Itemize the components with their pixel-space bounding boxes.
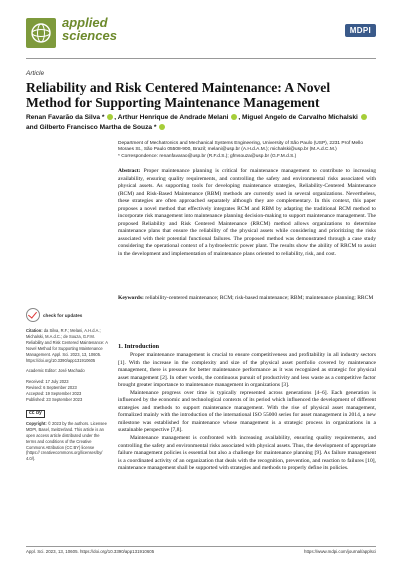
copyright-label: Copyright: (26, 420, 47, 426)
paper-title: Reliability and Risk Centered Maintenance: A Novel Method for Supporting Maintenance Management (26, 80, 331, 110)
check-for-updates-button[interactable] (26, 308, 108, 322)
dates (26, 379, 108, 403)
journal-name-line1: applied (62, 15, 108, 30)
footer-citation: Appl. Sci. 2023, 13, 10605. https://doi.org/10.3390/app131910605 (26, 549, 155, 554)
paragraph: Maintenance management is confronted with increasing availability, ensuring quality requirements, and controlling the safety and environmental risks associated with physical assets. Thus, the development of appropriate failure management policies is essential but also a challenge for maintenance planning [9]. As failure management is a coordinated activity of an organization that deals with the recognition, prevention, and reaction to failures [10], maintenance management shall be supported with strategies and methods to properly define its policies. (118, 435, 376, 472)
orcid-icon[interactable] (361, 114, 367, 120)
affiliation: Department of Mechatronics and Mechanical Systems Engineering, University of São Paulo (USP), 2231 Prof Mello Moraes St., São Paulo 05508-900, Brazil; melani@usp.br (A.H.d.A.M.); michalski@usp.br (M.A.d.C.M.) (118, 141, 364, 153)
introduction-body (118, 352, 376, 473)
author-name[interactable]: Miguel Angelo de Carvalho Michalski (241, 114, 358, 121)
author-name[interactable]: Renan Favarão da Silva * (26, 114, 105, 121)
keywords-label: Keywords: (118, 295, 144, 301)
header-divider (26, 58, 376, 59)
keywords (118, 295, 376, 303)
author-list: Renan Favarão da Silva * , Arthur Henrique de Andrade Melani , Miguel Angelo de Carvalho Michalski and Gilberto Francisco Martha de Souza * (26, 113, 376, 133)
citation-label: Citation: (26, 328, 43, 333)
affiliation-block (118, 141, 376, 160)
check-updates-label: check for updates (43, 312, 83, 318)
citation-text: da Silva, R.F.; Melani, A.H.d.A.; Michalski, M.A.d.C.; de Souza, G.F.M. Reliability and Risk Centered Maintenance: A Novel Method for Supporting Maintenance Management. Appl. Sci. 2023, 13, 10605. https://doi.org/10.3390/app131910605 (26, 328, 108, 363)
date-accepted: Accepted: 19 September 2023 (26, 391, 82, 397)
cc-license-icon[interactable]: cc by (26, 410, 45, 418)
correspondence: * Correspondence: renanfavarao@usp.br (R.F.d.S.); gfmsouza@usp.br (G.F.M.d.S.) (118, 153, 297, 159)
abstract-text: Proper maintenance planning is critical for maintenance management to contribute to increasing availability, ensuring quality requirements, and controlling the safety and environmental risks associated with physical assets. As supporting tools for developing maintenance strategies, Reliability-Centered Maintenance (RCM) and Risk-Based Maintenance (RBM) methods are currently used in several organizations. Nevertheless, these strategies are often approached separately although they are complementary. In this context, this paper proposes a novel method that effectively integrates RCM and RBM by adapting the traditional RCM method to incorporate risk management into maintenance planning decision-making to support maintenance management. The proposed Reliability and Risk Centered Maintenance (RRCM) method allows organizations to determine maintenance plans that ensure the reliability of the physical assets while considering and prioritizing the risks associated with their potential functional failures. The proposed method was demonstrated through a case study considering the operational context of a hydroelectric power plant. The results show the ability of RRCM to assist in the development and implementation of maintenance plans oriented to reliability, risk, and cost. (118, 168, 376, 258)
citation (26, 328, 108, 363)
author-name[interactable]: Arthur Henrique de Andrade Melani (117, 114, 229, 121)
journal-name (62, 16, 117, 42)
abstract-label: Abstract: (118, 168, 141, 174)
orcid-icon[interactable] (159, 124, 165, 130)
paragraph: Maintenance progress over time is typically represented across generations [4–6]. Each generation is influenced by the economic and technological contexts of its period which influenced the development of different strategies and methods to support maintenance management. With the rise of physical asset management, formalized mainly with the introduction of the international ISO 55000 series for asset management in 2014, a new milestone was established for maintenance whose management is a strategic process in organizations in a sustainable perspective [7,8]. (118, 389, 376, 434)
academic-editor: Academic Editor: José Machado (26, 368, 85, 374)
footer-journal-link[interactable]: https://www.mdpi.com/journal/applsci (304, 549, 376, 554)
journal-header (26, 16, 376, 56)
footer-divider (26, 546, 376, 547)
section-heading: 1. Introduction (118, 343, 160, 350)
date-revised: Revised: 6 September 2023 (26, 385, 77, 391)
abstract (118, 168, 376, 259)
copyright-text: © 2023 by the authors. Licensee MDPI, Basel, Switzerland. This article is an open access article distributed under the terms and conditions of the Creative Commons Attribution (CC BY) license (https:// creativecommons.org/licenses/by/ 4.0/). (26, 420, 107, 462)
publisher-logo: MDPI (345, 24, 376, 37)
author-name[interactable]: Gilberto Francisco Martha de Souza * (39, 124, 157, 131)
orcid-icon[interactable] (231, 114, 237, 120)
paragraph: Proper maintenance management is crucial to ensure competitiveness and profitability in all industry sectors [1]. With the increase in the complexity and size of the physical asset portfolio covered by maintenance management, there is pressure for better maintenance performance as it was recognized as strategic for physical asset management [2]. In other words, the continuous pursuit of productivity and less waste as a competitive factor brought greater importance to maintenance management in organizations [3]. (118, 352, 376, 389)
check-updates-icon (26, 308, 40, 322)
date-published: Published: 23 September 2023 (26, 397, 83, 403)
date-received: Received: 17 July 2023 (26, 379, 69, 385)
journal-name-line2: sciences (62, 28, 117, 43)
article-sidebar (26, 308, 108, 467)
copyright (26, 421, 108, 462)
article-type: Article (26, 70, 45, 77)
orcid-icon[interactable] (107, 114, 113, 120)
journal-logo-icon (26, 18, 56, 48)
keywords-text: reliability-centered maintenance; RCM; risk-based maintenance; RBM; maintenance planning; RRCM (145, 295, 374, 301)
